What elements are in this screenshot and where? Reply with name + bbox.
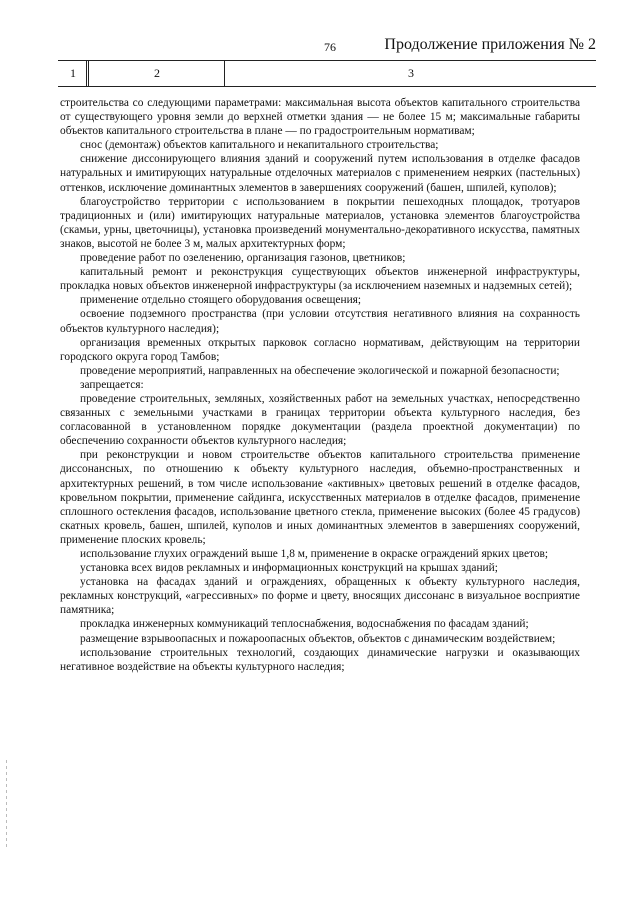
paragraph: благоустройство территории с использованием в покрытии пешеходных площадок, тротуаров традиционных и (или) имитирующих натуральные материалов, установка элементов благоустройства (скамьи, урны, цветочницы), установка произведений монументально-декоративного искусства, памятных знаков, высотой не более 3 м, малых архитектурных форм;	[60, 195, 580, 250]
page-number: 76	[324, 40, 336, 54]
paragraph: использование глухих ограждений выше 1,8 м, применение в окраске ограждений ярких цветов;	[80, 548, 549, 560]
paragraph: при реконструкции и новом строительстве объектов капитального строительства применение диссонансных, по отношению к объекту культурного наследия, объемно-пространственных и архитектурных решений, в том числе использование «активных» цветовых решений в отделке фасадов, кровельном покрытии, применение сайдинга, искусственных материалов в отделке фасадов, применение сплошного остекления фасадов, использование цветного стекла, применение высоких (более 45 градусов) скатных кровель, башен, шпилей, куполов и иных доминантных элементов в завершениях сооружений, применение плоских кровель;	[60, 449, 580, 546]
paragraph: проведение мероприятий, направленных на обеспечение экологической и пожарной безопасности;	[80, 364, 560, 377]
paragraph: запрещается:	[80, 378, 144, 391]
column-2-header: 2	[88, 61, 225, 86]
paragraph: капитальный ремонт и реконструкция существующих объектов инженерной инфраструктуры, прокладка новых объектов инженерной инфраструктуры (за исключением наземных и надземных сетей);	[60, 266, 580, 293]
paragraph: строительства со следующими параметрами: максимальная высота объектов капитального строительства от существующего уровня земли до верхней отметки здания — не более 15 м; максимальные габариты объектов капитального строительства в плане — по градостроительным нормативам;	[60, 97, 580, 138]
column-divider	[86, 61, 87, 86]
scan-margin-mark	[6, 760, 7, 850]
paragraph: освоение подземного пространства (при условии отсутствия негативного влияния на сохранность объектов культурного наследия);	[60, 308, 580, 335]
paragraph: применение отдельно стоящего оборудования освещения;	[80, 294, 362, 307]
paragraph: установка на фасадах зданий и ограждениях, обращенных к объекту культурного наследия, рекламных конструкций, «агрессивных» по форме и цвету, вносящих диссонанс в визуальное восприятие памятника;	[60, 576, 580, 617]
column-1-header: 1	[70, 66, 76, 80]
appendix-label: Продолжение приложения № 2	[384, 36, 596, 53]
column-3-header: 3	[224, 61, 597, 86]
paragraph: проведение строительных, земляных, хозяйственных работ на земельных участках, непосредственно связанных с земельными участками в границах территории объекта культурного наследия, без согласованной в установленном порядке документации (раздела проектной документации) по обеспечению сохранности объектов культурного наследия;	[60, 392, 580, 448]
paragraph: проведение работ по озеленению, организация газонов, цветников;	[80, 252, 406, 265]
paragraph: прокладка инженерных коммуникаций теплоснабжения, водоснабжения по фасадам зданий;	[80, 618, 529, 631]
page-header	[0, 36, 640, 58]
paragraph: организация временных открытых парковок согласно нормативам, действующим на территории городского округа город Тамбов;	[60, 336, 580, 363]
paragraph: установка всех видов рекламных и информационных конструкций на крышах зданий;	[80, 562, 498, 575]
paragraph: снижение диссонирующего влияния зданий и сооружений путем использования в отделке фасадов натуральных и имитирующих натуральные отделочных материалов с применением неярких (пастельных) оттенков, исключение доминантных элементов в завершениях сооружений (башен, шпилей, куполов);	[60, 153, 580, 194]
paragraph: снос (демонтаж) объектов капитального и некапитального строительства;	[80, 139, 439, 152]
document-body	[60, 96, 580, 674]
column-number-row	[58, 60, 596, 87]
paragraph: размещение взрывоопасных и пожароопасных объектов, объектов с динамическим воздействием;	[80, 632, 556, 645]
paragraph: использование строительных технологий, создающих динамические нагрузки и оказывающих негативное воздействие на объекты культурного наследия;	[60, 646, 580, 673]
